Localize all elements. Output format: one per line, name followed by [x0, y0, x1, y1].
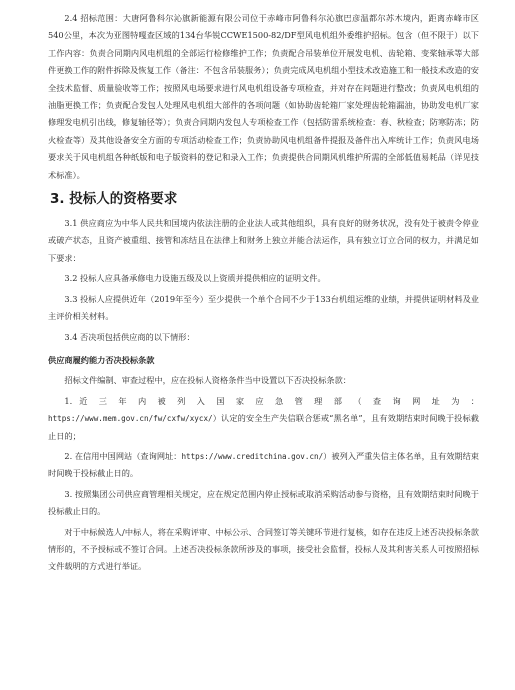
- veto-clause-title: 供应商履约能力否决投标条款: [48, 354, 155, 365]
- veto-closing-paragraph: 对于中标候选人/中标人，将在采购评审、中标公示、合同签订等关键环节进行复核，如存在违反上述否决投标条款情形的，不予授标或不签订合同。上述否决投标条款所涉及的事项，接受社会监督，投标人及其利害关系人可按照招标文件载明的方式进行举证。: [48, 526, 479, 572]
- mem-query-url[interactable]: https://www.mem.gov.cn/fw/cxfw/xycx/: [48, 414, 213, 424]
- section-2-4-paragraph: 2.4 招标范围：大唐阿鲁科尔沁旗新能源有限公司位于赤峰市阿鲁科尔沁旗巴彦温都尔苏木境内，距离赤峰市区540公里，本次为亚图特嘎查区域的134台华锐CCWE1500-82/DF型风电机组外委维护招标。包含（但不限于）以下工作内容：负责合同期内风电机组的全部运行检修维护工作；负责配合吊装单位开展发电机、齿轮箱、变桨轴承等大部件更换工作的附件拆除及恢复工作（备注：不包含吊装服务）；负责完成风电机组小型技术改造施工和一般技术改造的安全技术监督、质量验收等工作；按照风电场要求进行风电机组设备专项检查，并对存在问题进行整改；负责风电机组的油脂更换工作；负责配合发包人处理风电机组大部件的各项问题（如协助齿轮箱厂家处理齿轮箱漏油，协助发电机厂家修理发电机引出线，修复轴径等）；负责合同期内发包人专项检查工作（包括防雷系统检查：春、秋检查；防寒防冻；防火检查等）及其他设备安全方面的专项活动检查工作；负责协助风电机组备件提报及备件出入库统计工作；负责风电场要求关于风电机组各种纸版和电子版资料的登记和录入工作；负责提供合同期风机维护所需的全部低值易耗品（详见技术标准）。: [48, 13, 479, 180]
- clause-3-4: 3.4 否决项包括供应商的以下情形：: [64, 331, 195, 342]
- veto-clause-intro: 招标文件编制、审查过程中，应在投标人资格条件当中设置以下否决投标条款：: [64, 375, 351, 386]
- veto-item-2: [48, 448, 479, 483]
- veto-item-1-rest: ）认定的安全生产失信联合惩戒“黑名单”，且有效期结束时间晚于投标截止日的；: [48, 413, 479, 441]
- veto-item-3: 3. 按照集团公司供应商管理相关规定，应在规定范围内停止授标或取消采购活动参与资格，且有效期结束时间晚于投标截止日的。: [48, 488, 479, 517]
- creditchina-query-url[interactable]: https://www.creditchina.gov.cn/: [181, 451, 324, 461]
- veto-item-2-pre: 2. 在信用中国网站（查询网址：: [64, 450, 182, 461]
- clause-3-3: 3.3 投标人应提供近年（2019年至今）至少提供一个单个合同不少于133台机组运维的业绩，并提供证明材料及业主评价相关材料。: [48, 293, 479, 322]
- veto-item-1-body: [48, 410, 479, 445]
- clause-3-1: 3.1 供应商应为中华人民共和国境内依法注册的企业法人或其他组织，具有良好的财务状况，没有处于被责令停业或破产状态，且资产被重组、接管和冻结且在法律上和财务上独立并能合法运作，具有独立订立合同的权力，并满足如下要求：: [48, 218, 479, 263]
- section-3-heading: 3. 投标人的资格要求: [50, 191, 178, 208]
- veto-item-2-rest: ）被列入严重失信主体名单，且有效期结束时间晚于投标截止日的。: [48, 450, 479, 479]
- clause-3-2: 3.2 投标人应具备承修电力设施五级及以上资质并提供相应的证明文件。: [64, 273, 326, 284]
- veto-item-1-line-1: 1. 近 三 年 内 被 列 入 国 家 应 急 管 理 部 （ 查 询 网 址 为 ：: [64, 395, 479, 406]
